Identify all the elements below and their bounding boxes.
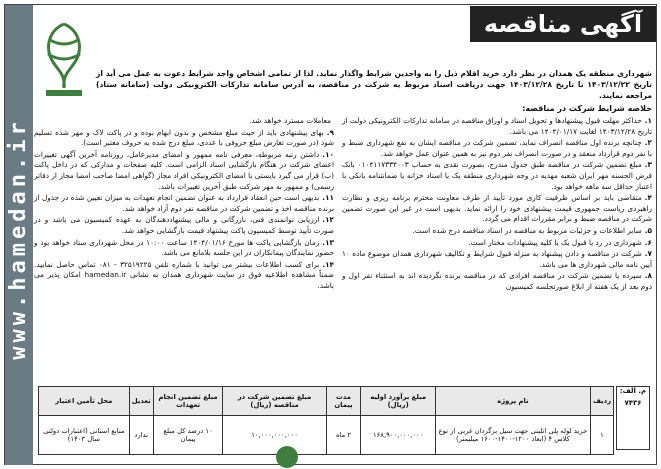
- col-header-project-name: نام پروژه: [435, 387, 590, 416]
- col-header-bid-guarantee: مبلغ تضمین شرکت در مناقصه (ریال): [223, 387, 326, 416]
- notice-title: آگهی مناقصه: [470, 6, 656, 42]
- condition-item: ۴.متقاضی باید بر اساس ظرفیت کاری مورد تأیید از طرف معاونت محترم برنامه ریزی و نظارت راهبردی ریاست جمهوری قیمت پیشنهادی خود را ارائه نماید. بدیهی است در غیر این صورت تضمین شرکت در مناقصه ضبط و برابر مقررات اقدام می گردد.: [342, 193, 652, 224]
- cell-funding-source: منابع استانی (اعتبارات دولتی سال ۱۴۰۳): [39, 416, 130, 455]
- cell-bid-guarantee: ۱۰,۰۰۰,۰۰۰,۰۰۰: [223, 416, 326, 455]
- conditions-column-left: [34, 116, 334, 293]
- cell-project-name: خرید لوله پلی اتلینی جهت سیل برگردان غربی از نوع کلاس ۴ (ابعاد ۱۲۰۰-۱۴۰۰-۱۶۰۰ میلیمتر): [435, 416, 590, 455]
- website-sidebar: [5, 5, 33, 465]
- condition-item: ۱۴.برای کسب اطلاعات بیشتر می توانید با شماره تلفن ۳۲۵۱۹۲۲۵ - ۰۸۱ تماس حاصل نمایید. ضمناً مشاهده اطلاعیه فوق در سایت شهرداری همدان به نشانی hamedan.ir امکان پذیر می باشد.: [34, 259, 335, 290]
- cell-adjustment: ندارد: [129, 416, 153, 455]
- table-header-row: [39, 387, 614, 416]
- condition-item: ۷.شرکت در مناقصه و دادن پیشنهاد به منزله قبول شرایط و تکالیف شهرداری همدان موضوع ماده ۱۰ آیین نامه مالی شهرداری ها می باشد.: [342, 249, 652, 269]
- col-header-duration: مدت پیمان: [326, 387, 361, 416]
- notice-code: ۷۴۳۶: [624, 399, 642, 407]
- footer-logo-icon: [276, 446, 298, 468]
- cell-estimate: ۱۶۸,۹۰۰,۰۰۰,۰۰۰: [361, 416, 436, 455]
- condition-item: ۱.حداکثر مهلت قبول پیشنهادها و تحویل اسناد و اوراق مناقصه در سامانه تدارکات الکترونیکی دولت از تاریخ ۱۴۰۳/۱۲/۲۸ لغایت ۱۴۰۴/۰۱/۱۷ می باشد.: [342, 116, 652, 136]
- conditions-column-right: [342, 116, 652, 294]
- notice-code-label: [616, 386, 650, 450]
- col-header-adjustment: تعدیل: [129, 387, 153, 416]
- condition-item: ۱۲.ارزیابی توانمندی فنی، بازرگانی و مالی پیشنهاددهندگان به عهده کمیسیون می باشد و در صورت تأیید توسط کمیسیون پاکت پیشنهاد قیمت بازگشایی خواهد شد.: [34, 215, 334, 235]
- table-row: [39, 416, 614, 455]
- col-header-row-number: ردیف: [590, 387, 613, 416]
- condition-item: ۱۰.داشتن رتبه مربوطه، معرفی نامه ممهور و امضای مدیرعامل، روزنامه آخرین آگهی تغییرات اعضای شرکت در هنگام بازگشایی اسناد الزامی است. کلیه صفحات و مدارکی که در داخل پاکت (ب) قرار می گیرد بایستی با امضای الکترونیکی افراد مجاز (گواهی امضا صاحب امضا مجاز از دفاتر رسمی) و ممهور به مهر شرکت طبق آخرین تغییرات باشد.: [34, 149, 334, 191]
- condition-item: ۵.سایر اطلاعات و جزئیات مربوط به مناقصه در اسناد مناقصه درج شده است.: [412, 225, 652, 235]
- condition-item: ۳.مبلغ تضمین شرکت در مناقصه طبق جدول مندرج، بصورت نقدی به حساب ۰۱۰۴۱۱۷۳۳۴۰۰۳ بانک قرض الحسنه مهر ایران شعبه مهدیه در وجه شهرداری منطقه یک یا اسناد خزانه یا ضمانتنامه بانکی با اعتبار حداقل سه ماهه خواهد بود.: [342, 160, 653, 191]
- col-header-performance-guarantee: مبلغ تضمین انجام تعهدات: [153, 387, 223, 416]
- cell-duration: ۲ ماه: [326, 416, 361, 455]
- condition-item: ۱۳.زمان بازگشایی پاکت ها مورخ ۱۴۰۴/۰۱/۱۶ ساعت ۱۰:۰۰ در محل شهرداری ستاد خواهد بود و حضور نمایندگان پیمانکاران در این جلسه بلامانع می باشد.: [34, 237, 334, 258]
- condition-item: ۱۱.بدیهی است حین انعقاد قرارداد به عنوان تضمین انجام تعهدات به میزان تعیین شده در جدول از برنده مناقصه اخذ و تضمین شرکت در مناقصه نفر دوم آزاد خواهد شد.: [34, 193, 334, 213]
- municipality-logo-icon: [36, 18, 92, 100]
- notice-code-prefix: م. الف:: [619, 387, 647, 395]
- cell-performance-guarantee: ۱۰ درصد کل مبلغ پیمان: [153, 416, 223, 455]
- condition-item: ۲.چنانچه برنده اول مناقصه انصراف نماید، تضمین شرکت در مناقصه ایشان به نفع شهرداری ضبط و با نفر دوم قرارداد منعقد و در صورت انصراف نفر دوم نیز به همین عنوان عمل خواهد شد.: [342, 138, 652, 158]
- intro-paragraph: شهرداری منطقه یک همدان در نظر دارد خرید اقلام ذیل را به واجدین شرایط واگذار نماید. لذا از تمامی اشخاص واجد شرایط دعوت به عمل می آید از تاریخ ۱۴۰۳/۱۲/۲۲ تا تاریخ ۱۴۰۳/۱۲/۲۸ جهت دریافت اسناد مربوط به شرکت در مناقصه، به آدرس سامانه تدارکات الکترونیکی دولت (سامانه ستاد) مراجعه نمایند.: [96, 69, 652, 100]
- section-title: خلاصه شرایط شرکت در مناقصه:: [522, 104, 652, 113]
- condition-item: ۸.سپرده یا تضمین شرکت در مناقصه افرادی که در مناقصه برنده نگردیده اند به استثناء نفر اول و دوم بعد از یک هفته از ابلاغ صورتجلسه کمیسیون: [342, 271, 652, 291]
- cell-row-number: ۱: [590, 416, 613, 455]
- col-header-funding-source: محل تأمین اعتبار: [39, 387, 130, 416]
- website-url: www.hamedan.ir: [6, 118, 31, 360]
- condition-item: ۶.شهرداری در رد یا قبول یک یا کلیه پیشنهادات مختار است.: [468, 237, 652, 247]
- condition-item: معاملات مسترد خواهد شد.: [249, 116, 331, 125]
- tender-table: [38, 386, 614, 455]
- col-header-estimate: مبلغ برآورد اولیه (ریال): [361, 387, 436, 416]
- condition-item: ۹.بهای پیشنهادی باید از حیث مبلغ مشخص و بدون ابهام بوده و در پاکت لاک و مهر شده تسلیم شود (در صورت تعارض مبلغ حروفی با عددی، مبلغ درج شده به حروف معتبر است).: [34, 127, 334, 148]
